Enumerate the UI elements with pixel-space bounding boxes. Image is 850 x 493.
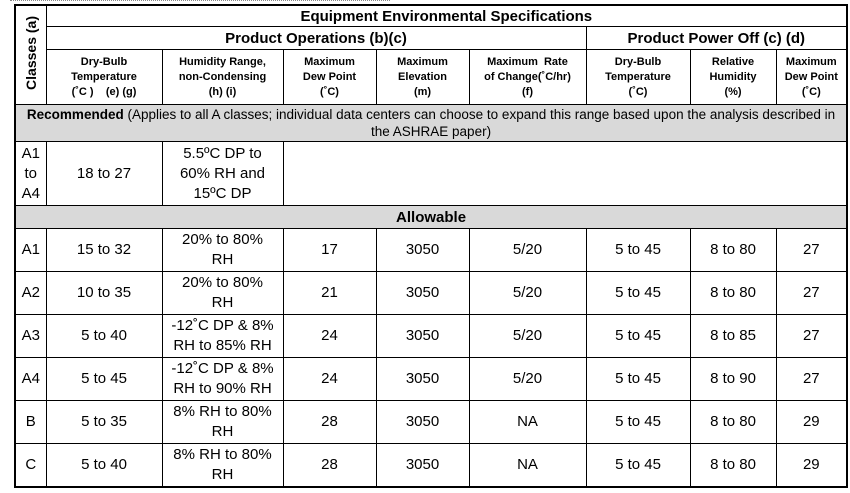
off-dry-bulb-cell: 5 to 45: [586, 444, 690, 488]
recommended-note: [15, 105, 847, 142]
classes-header: Classes (a): [22, 15, 39, 90]
humidity-cell: 20% to 80% RH: [162, 272, 283, 315]
col-off-max-dew-header: Maximum Dew Point (˚C): [776, 50, 847, 105]
table-row: [15, 229, 847, 272]
title-row: [15, 5, 847, 27]
recommended-empty-cell: [283, 142, 847, 206]
max-rate-cell: 5/20: [469, 358, 586, 401]
max-dew-cell: 24: [283, 315, 376, 358]
recommended-text: (Applies to all A classes; individual data centers can choose to expand this range based upon the analysis described in the ASHRAE paper): [127, 107, 836, 139]
max-elevation-cell: 3050: [376, 401, 469, 444]
max-dew-cell: 17: [283, 229, 376, 272]
humidity-cell: -12˚C DP & 8% RH to 90% RH: [162, 358, 283, 401]
max-rate-cell: 5/20: [469, 229, 586, 272]
col-off-dry-bulb-header: Dry-Bulb Temperature (˚C): [586, 50, 690, 105]
dry-bulb-cell: 5 to 40: [46, 315, 162, 358]
col-dry-bulb-header: Dry-Bulb Temperature (˚C ) (e) (g): [46, 50, 162, 105]
off-dry-bulb-cell: 5 to 45: [586, 229, 690, 272]
off-dry-bulb-cell: 5 to 45: [586, 272, 690, 315]
off-rel-humidity-cell: 8 to 85: [690, 315, 776, 358]
max-elevation-cell: 3050: [376, 229, 469, 272]
dry-bulb-cell: 5 to 40: [46, 444, 162, 488]
recommended-label: Recommended: [26, 107, 124, 122]
max-elevation-cell: 3050: [376, 272, 469, 315]
off-rel-humidity-cell: 8 to 80: [690, 401, 776, 444]
product-operations-header: Product Operations (b)(c): [46, 27, 586, 50]
class-cell: A4: [15, 358, 46, 401]
off-max-dew-cell: 27: [776, 358, 847, 401]
max-rate-cell: 5/20: [469, 272, 586, 315]
max-elevation-cell: 3050: [376, 315, 469, 358]
off-rel-humidity-cell: 8 to 90: [690, 358, 776, 401]
dry-bulb-cell: 15 to 32: [46, 229, 162, 272]
humidity-cell: 8% RH to 80% RH: [162, 401, 283, 444]
recommended-dry-bulb: 18 to 27: [46, 142, 162, 206]
off-dry-bulb-cell: 5 to 45: [586, 401, 690, 444]
recommended-class-cell: A1 to A4: [15, 142, 46, 206]
humidity-cell: 8% RH to 80% RH: [162, 444, 283, 488]
off-rel-humidity-cell: 8 to 80: [690, 444, 776, 488]
col-max-rate-header: Maximum Rate of Change(˚C/hr) (f): [469, 50, 586, 105]
table-title: Equipment Environmental Specifications: [46, 5, 847, 27]
max-elevation-cell: 3050: [376, 358, 469, 401]
recommended-note-row: [15, 105, 847, 142]
class-cell: B: [15, 401, 46, 444]
table-row: [15, 358, 847, 401]
dry-bulb-cell: 5 to 45: [46, 358, 162, 401]
max-rate-cell: NA: [469, 444, 586, 488]
allowable-header-row: [15, 206, 847, 229]
max-dew-cell: 24: [283, 358, 376, 401]
table-row: [15, 315, 847, 358]
off-rel-humidity-cell: 8 to 80: [690, 229, 776, 272]
col-max-elevation-header: Maximum Elevation (m): [376, 50, 469, 105]
allowable-rows: [15, 229, 847, 488]
environmental-spec-table: [14, 4, 848, 488]
max-elevation-cell: 3050: [376, 444, 469, 488]
off-max-dew-cell: 27: [776, 229, 847, 272]
dry-bulb-cell: 5 to 35: [46, 401, 162, 444]
off-dry-bulb-cell: 5 to 45: [586, 358, 690, 401]
max-dew-cell: 28: [283, 444, 376, 488]
off-max-dew-cell: 29: [776, 444, 847, 488]
max-dew-cell: 21: [283, 272, 376, 315]
class-cell: A2: [15, 272, 46, 315]
class-cell: A1: [15, 229, 46, 272]
column-header-row: [15, 50, 847, 105]
max-dew-cell: 28: [283, 401, 376, 444]
off-max-dew-cell: 27: [776, 272, 847, 315]
allowable-label: Allowable: [15, 206, 847, 229]
recommended-humidity: 5.5ºC DP to 60% RH and 15ºC DP: [162, 142, 283, 206]
max-rate-cell: 5/20: [469, 315, 586, 358]
group-header-row: [15, 27, 847, 50]
top-edge-line: [10, 0, 390, 2]
off-dry-bulb-cell: 5 to 45: [586, 315, 690, 358]
off-max-dew-cell: 27: [776, 315, 847, 358]
col-humidity-header: Humidity Range, non-Condensing (h) (i): [162, 50, 283, 105]
max-rate-cell: NA: [469, 401, 586, 444]
col-max-dew-header: Maximum Dew Point (˚C): [283, 50, 376, 105]
class-cell: A3: [15, 315, 46, 358]
table-row: [15, 444, 847, 488]
humidity-cell: -12˚C DP & 8% RH to 85% RH: [162, 315, 283, 358]
off-max-dew-cell: 29: [776, 401, 847, 444]
classes-header-cell: [15, 5, 46, 105]
class-cell: C: [15, 444, 46, 488]
off-rel-humidity-cell: 8 to 80: [690, 272, 776, 315]
recommended-values-row: [15, 142, 847, 206]
table-row: [15, 272, 847, 315]
dry-bulb-cell: 10 to 35: [46, 272, 162, 315]
product-power-off-header: Product Power Off (c) (d): [586, 27, 847, 50]
col-off-rel-humidity-header: Relative Humidity (%): [690, 50, 776, 105]
humidity-cell: 20% to 80% RH: [162, 229, 283, 272]
table-row: [15, 401, 847, 444]
